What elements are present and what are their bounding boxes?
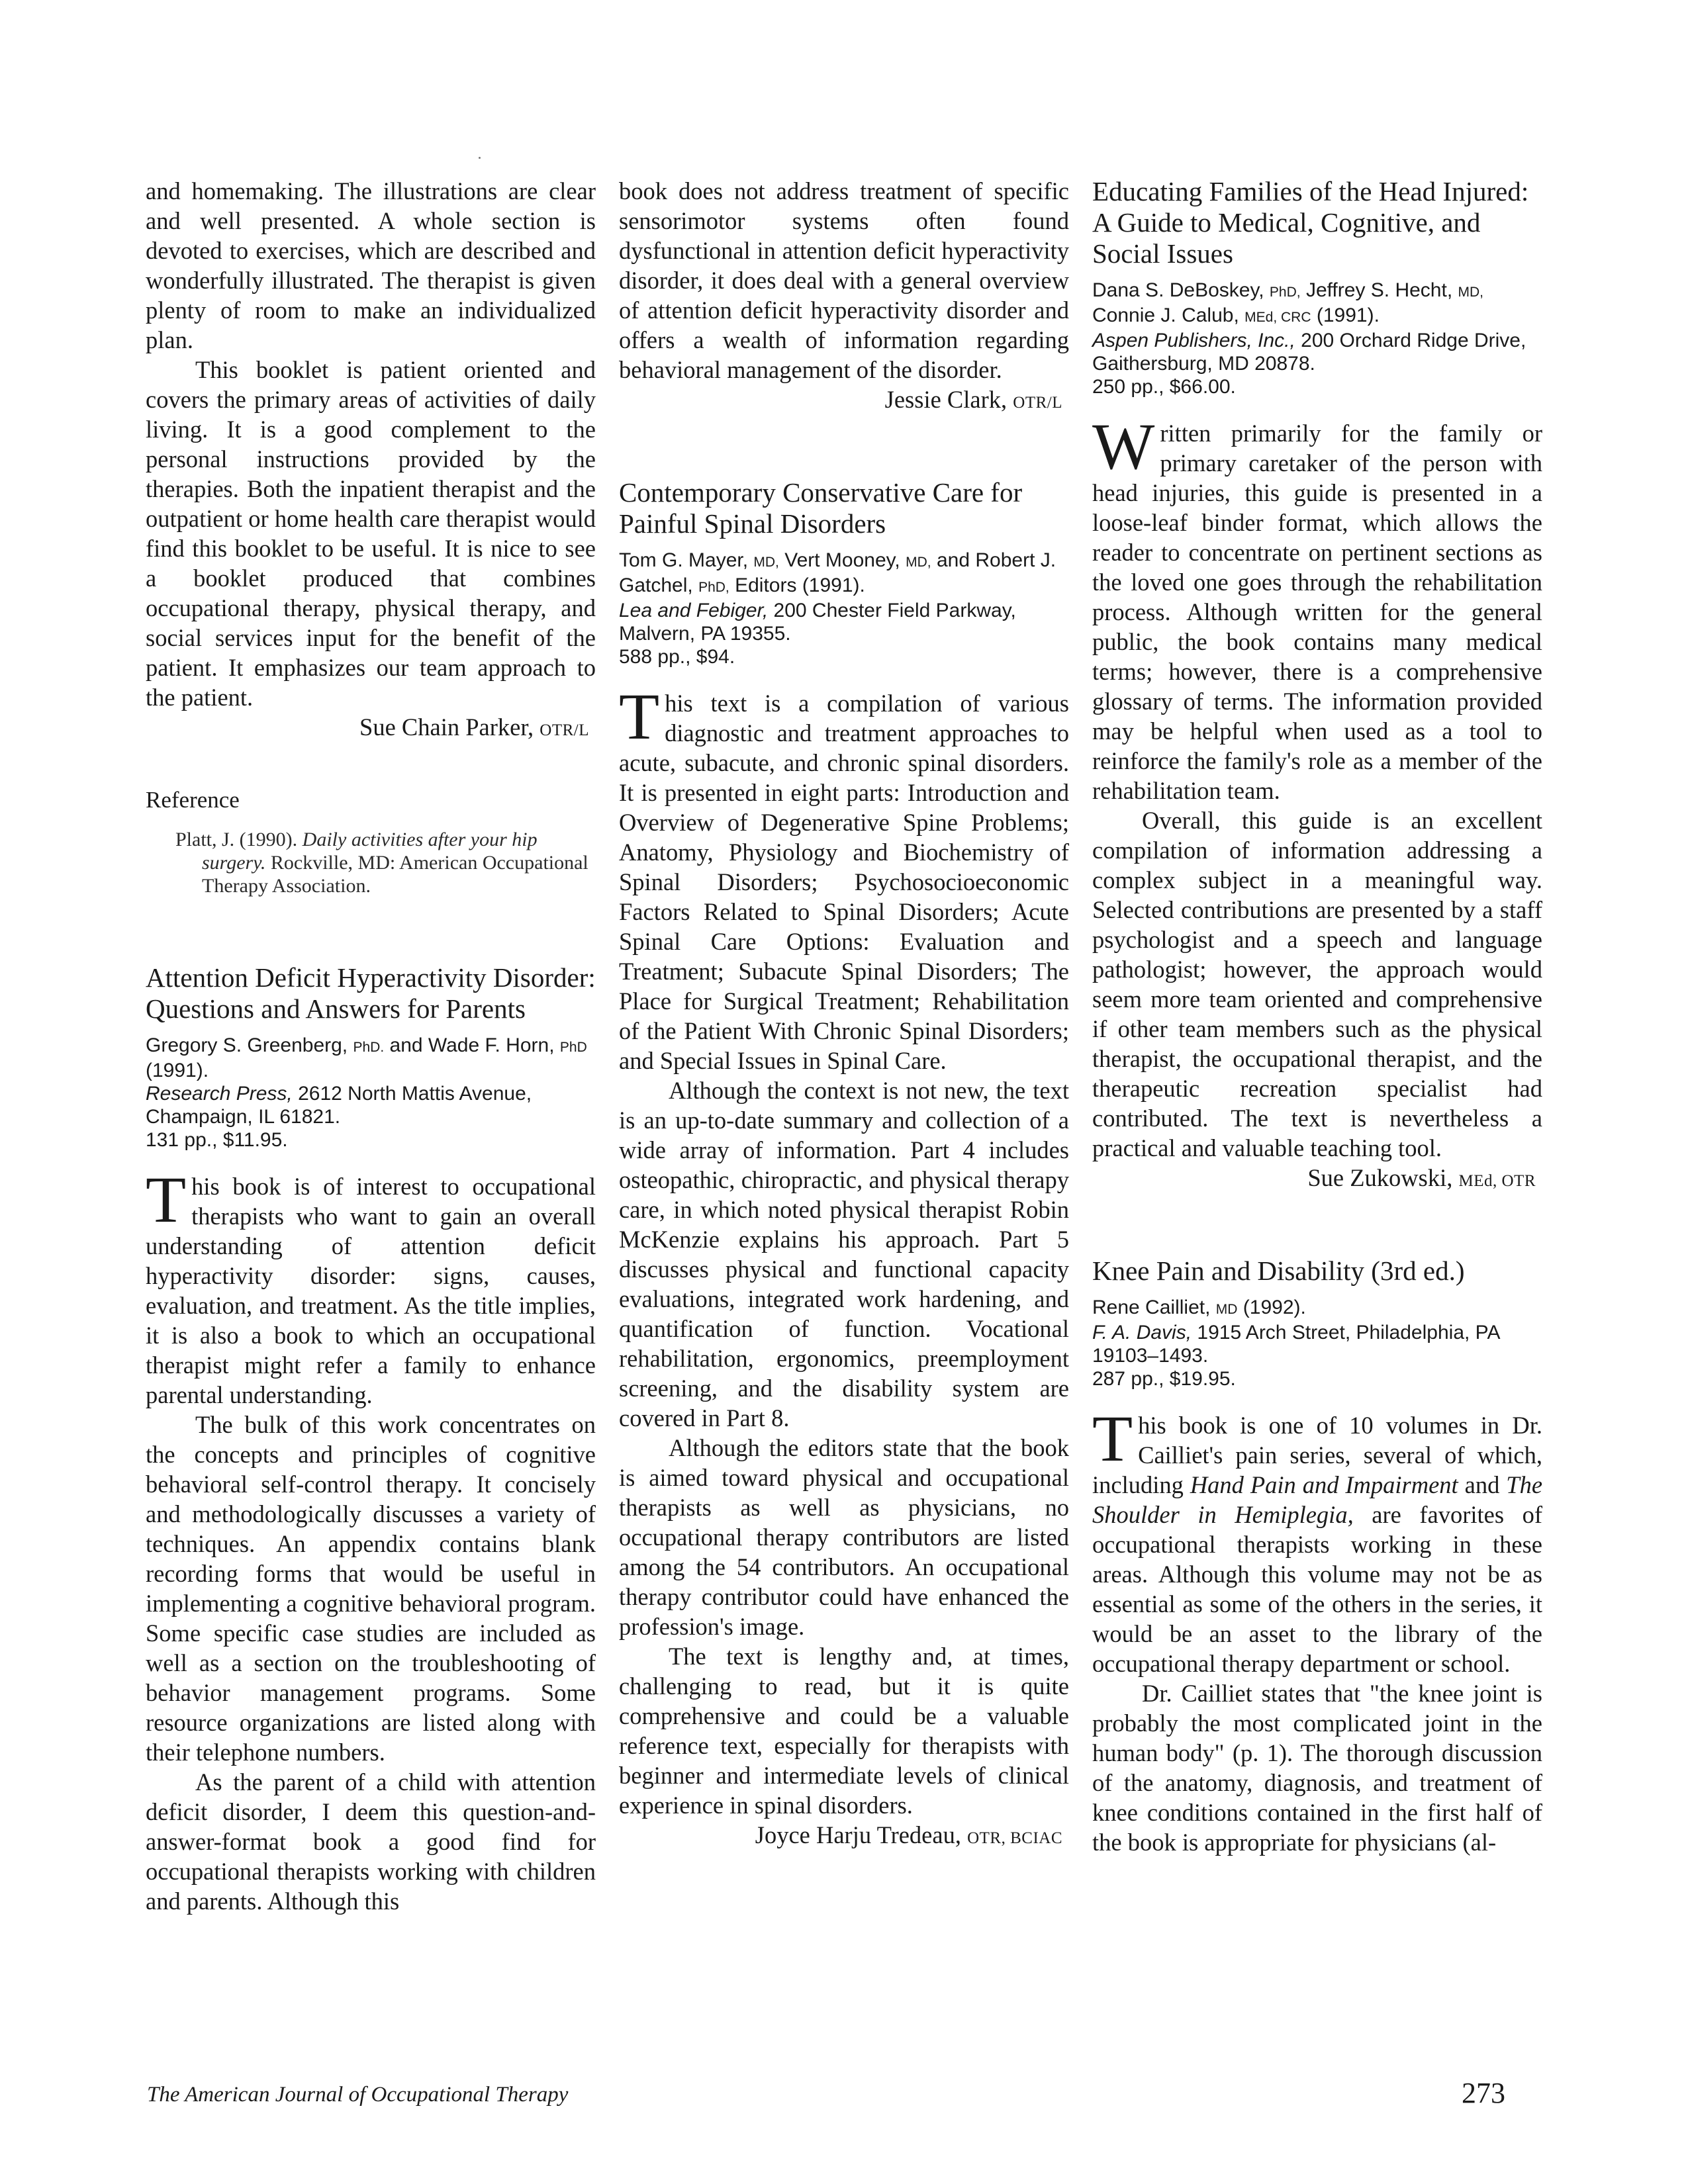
- authors: Vert Mooney,: [784, 549, 900, 571]
- bibliographic-info: [1092, 279, 1542, 398]
- reviewer-credentials: OTR/L: [539, 721, 589, 739]
- pages-price: 250 pp., $66.00.: [1092, 376, 1236, 398]
- paragraph: [1092, 1402, 1543, 1678]
- review-title: Knee Pain and Disability (3rd ed.): [1092, 1255, 1465, 1286]
- publisher: Aspen Publishers, Inc.,: [1092, 330, 1295, 351]
- year: (1991).: [146, 1060, 209, 1081]
- author-credential: PhD,: [698, 580, 729, 595]
- book-title: The Shoulder in Hemiplegia,: [1092, 1471, 1543, 1528]
- paragraph: This booklet is patient oriented and covers the primary areas of activities of daily living. It is a good complement to the personal instructions provided by the therapies. Both the inpatient therapist and the outpatient or home health care therapist would find this booklet to be useful. It is nice to see a booklet produced that combines occupational therapy, physical therapy, and social services input for the benefit of the patient. It emphasizes our team approach to the patient.: [146, 356, 596, 711]
- authors: Connie J. Calub,: [1092, 304, 1239, 326]
- publisher-address: 2612 North Mattis Avenue, Champaign, IL 61821.: [146, 1083, 532, 1128]
- authors: Jeffrey S. Hecht,: [1305, 279, 1453, 301]
- paragraph: [146, 1163, 596, 1410]
- drop-cap: T: [619, 680, 660, 753]
- review-body: [146, 1163, 596, 1916]
- reviewer-signature: [1092, 1163, 1542, 1196]
- paragraph: The text is lengthy and, at times, challenging to read, but it is quite comprehensive and could be a valuable reference text, especially for therapists with beginner and intermediate levels of clinical experience in spinal disorders.: [619, 1643, 1069, 1819]
- paragraph-text: his book is of interest to occupational therapists who want to gain an overall understanding of attention deficit hyperactivity disorder: signs, causes, evaluation, and treatment. As the title implies, it is also a book to which an occupational therapist might refer a family to enhance parental understanding.: [146, 1173, 596, 1408]
- bibliographic-info: [146, 1034, 596, 1152]
- reference-title: Daily activities after your hip surgery.: [202, 829, 538, 874]
- review-body: [1092, 1402, 1543, 1857]
- reviewer-signature: [619, 385, 1069, 418]
- reviewer-name: Sue Zukowski,: [1307, 1164, 1453, 1191]
- paragraph: Although the context is not new, the text is an up-to-date summary and collection of a wide array of information. Part 4 includes osteopathic, chiropractic, and physical therapy care, in which noted physical therapist Robin McKenzie explains his approach. Part 5 discusses physical and functional capacity evaluations, integrated work hardening, and quantification of function. Vocational rehabilitation, ergonomics, preemployment screening, and the disability system are covered in Part 8.: [619, 1077, 1069, 1432]
- editors-year: Editors (1991).: [735, 574, 865, 596]
- authors: Gregory S. Greenberg,: [146, 1034, 348, 1056]
- page-number: 273: [1462, 2077, 1505, 2109]
- paragraph-text: his book is one of 10 volumes in Dr. Cailliet's pain series, several of which, including: [1092, 1412, 1542, 1498]
- author-credential: MD,: [906, 555, 931, 570]
- authors: Dana S. DeBoskey,: [1092, 279, 1264, 301]
- authors: Rene Cailliet,: [1092, 1297, 1211, 1318]
- authors: and Robert J. Gatchel,: [619, 549, 1056, 596]
- paragraph: book does not address treatment of specific sensorimotor systems often found dysfunctional in attention deficit hyperactivity disorder, it does deal with a general overview of attention deficit hyperactivity disorder and offers a wealth of information regarding behavioral management of the disorder.: [619, 177, 1069, 383]
- author-credential: PhD: [559, 1040, 587, 1055]
- paragraph-text: are favorites of occupational therapists working in these areas. Although this volume may not be as essential as some of the others in the series, it would be an asset to the library of the occupational therapy department or school.: [1092, 1501, 1542, 1677]
- authors: and Wade F. Horn,: [389, 1034, 555, 1056]
- bibliographic-info: [619, 549, 1069, 668]
- column-1: [146, 176, 596, 1916]
- drop-cap: T: [1092, 1402, 1133, 1475]
- paragraph: Dr. Cailliet states that "the knee joint is probably the most complicated joint in the human body" (p. 1). The thorough discussion of the anatomy, diagnosis, and treatment of knee conditions contained in the first half of the book is appropriate for physicians (al-: [1092, 1680, 1542, 1856]
- reviewer-name: Jessie Clark,: [884, 386, 1008, 413]
- review-title: Attention Deficit Hyperactivity Disorder: Questions and Answers for Parents: [146, 962, 596, 1024]
- pages-price: 131 pp., $11.95.: [146, 1129, 288, 1151]
- reviewer-name: Joyce Harju Tredeau,: [755, 1821, 961, 1848]
- author-credential: MD,: [753, 555, 779, 570]
- paragraph-text: his text is a compilation of various diagnostic and treatment approaches to acute, subacute, and chronic spinal disorders. It is presented in eight parts: Introduction and Overview of Degenerative Spine Problems; Anatomy, Physiology and Biochemistry of Spinal Disorders; Psychosocioeconomic Factors Related to Spinal Disorders; Acute Spinal Care Options: Evaluation and Treatment; Subacute Spinal Disorders; The Place for Surgical Treatment; Rehabilitation of the Patient With Chronic Spinal Disorders; and Special Issues in Spinal Care.: [619, 690, 1069, 1074]
- reviewer-credentials: OTR/L: [1013, 394, 1062, 412]
- authors: Tom G. Mayer,: [619, 549, 749, 571]
- publisher-address: 200 Chester Field Parkway, Malvern, PA 19355.: [619, 600, 1016, 645]
- author-credential: MEd, CRC: [1244, 310, 1311, 325]
- reviewer-name: Sue Chain Parker,: [359, 713, 534, 741]
- year: (1992).: [1243, 1297, 1306, 1318]
- publisher-address: 1915 Arch Street, Philadelphia, PA 19103–1493.: [1092, 1322, 1499, 1367]
- reviewer-credentials: OTR, BCIAC: [967, 1829, 1062, 1847]
- previous-review-continuation: [146, 176, 596, 712]
- paragraph: Overall, this guide is an excellent compilation of information addressing a complex subject in a meaningful way. Selected contributions are presented by a staff psychologist and a speech and language pathologist; however, the approach would seem more team oriented and comprehensive if other team members such as the physical therapist, the occupational therapist, and the therapeutic recreation specialist had contributed. The text is nevertheless a practical and valuable teaching tool.: [1092, 807, 1542, 1161]
- book-title: Hand Pain and Impairment: [1190, 1471, 1458, 1498]
- reviewer-signature: [146, 712, 596, 745]
- author-credential: MD,: [1458, 285, 1484, 300]
- pages-price: 287 pp., $19.95.: [1092, 1368, 1236, 1390]
- previous-review-continuation: [619, 176, 1069, 385]
- pages-price: 588 pp., $94.: [619, 646, 735, 668]
- paragraph: Although the editors state that the book is aimed toward physical and occupational therapists as well as physicians, no occupational therapy contributors are listed among the 54 contributors. An occupational therapy contributor could have enhanced the profession's image.: [619, 1434, 1069, 1640]
- reference-heading: Reference: [146, 787, 240, 813]
- paragraph: [619, 680, 1069, 1075]
- paragraph: As the parent of a child with attention deficit disorder, I deem this question-and-answer-format book a good find for occupational therapists working with children and parents. Although this: [146, 1768, 596, 1915]
- reference-entry: [175, 828, 596, 897]
- review-title: Educating Families of the Head Injured: A Guide to Medical, Cognitive, and Social Issues: [1092, 176, 1529, 269]
- column-2: [619, 176, 1069, 1853]
- column-3: [1092, 176, 1542, 1857]
- publisher-address: 200 Orchard Ridge Drive, Gaithersburg, MD 20878.: [1092, 330, 1526, 375]
- reference-publisher: Rockville, MD: American Occupational Therapy Association.: [202, 852, 588, 897]
- publisher: Lea and Febiger,: [619, 600, 769, 621]
- year: (1991).: [1316, 304, 1380, 326]
- print-speck: [479, 157, 481, 159]
- review-body: [619, 680, 1069, 1820]
- paragraph: [1092, 410, 1542, 805]
- author-credential: PhD.: [353, 1040, 385, 1055]
- drop-cap: W: [1092, 410, 1155, 483]
- bibliographic-info: [1092, 1296, 1542, 1390]
- review-body: [1092, 410, 1542, 1163]
- paragraph-text: and: [1464, 1471, 1500, 1498]
- reviewer-credentials: MEd, OTR: [1458, 1172, 1536, 1190]
- publisher: F. A. Davis,: [1092, 1322, 1192, 1343]
- review-title: Contemporary Conservative Care for Painful Spinal Disorders: [619, 477, 1023, 539]
- paragraph: and homemaking. The illustrations are clear and well presented. A whole section is devoted to exercises, which are described and wonderfully illustrated. The therapist is given plenty of room to make an individualized plan.: [146, 177, 596, 353]
- paragraph: The bulk of this work concentrates on the concepts and principles of cognitive behavioral self-control therapy. It concisely and methodologically discusses a variety of techniques. An appendix contains blank recording forms that would be useful in implementing a cognitive behavioral program. Some specific case studies are included as well as a section on the troubleshooting of behavior management programs. Some resource organizations are listed along with their telephone numbers.: [146, 1411, 596, 1766]
- reviewer-signature: [619, 1820, 1069, 1853]
- journal-name-footer: The American Journal of Occupational Therapy: [147, 2083, 569, 2107]
- author-credential: PhD,: [1269, 285, 1301, 300]
- author-credential: MD: [1215, 1302, 1238, 1317]
- reference-author-year: Platt, J. (1990).: [175, 829, 298, 850]
- paragraph-text: ritten primarily for the family or primary caretaker of the person with head injuries, this guide is presented in a loose-leaf binder format, which allows the reader to concentrate on pertinent sections as the loved one goes through the rehabilitation process. Although written for the general public, the book contains many medical terms; however, there is a comprehensive glossary of terms. The information provided may be helpful when used as a tool to reinforce the family's role as a member of the rehabilitation team.: [1092, 420, 1542, 804]
- publisher: Research Press,: [146, 1083, 293, 1105]
- drop-cap: T: [146, 1163, 187, 1236]
